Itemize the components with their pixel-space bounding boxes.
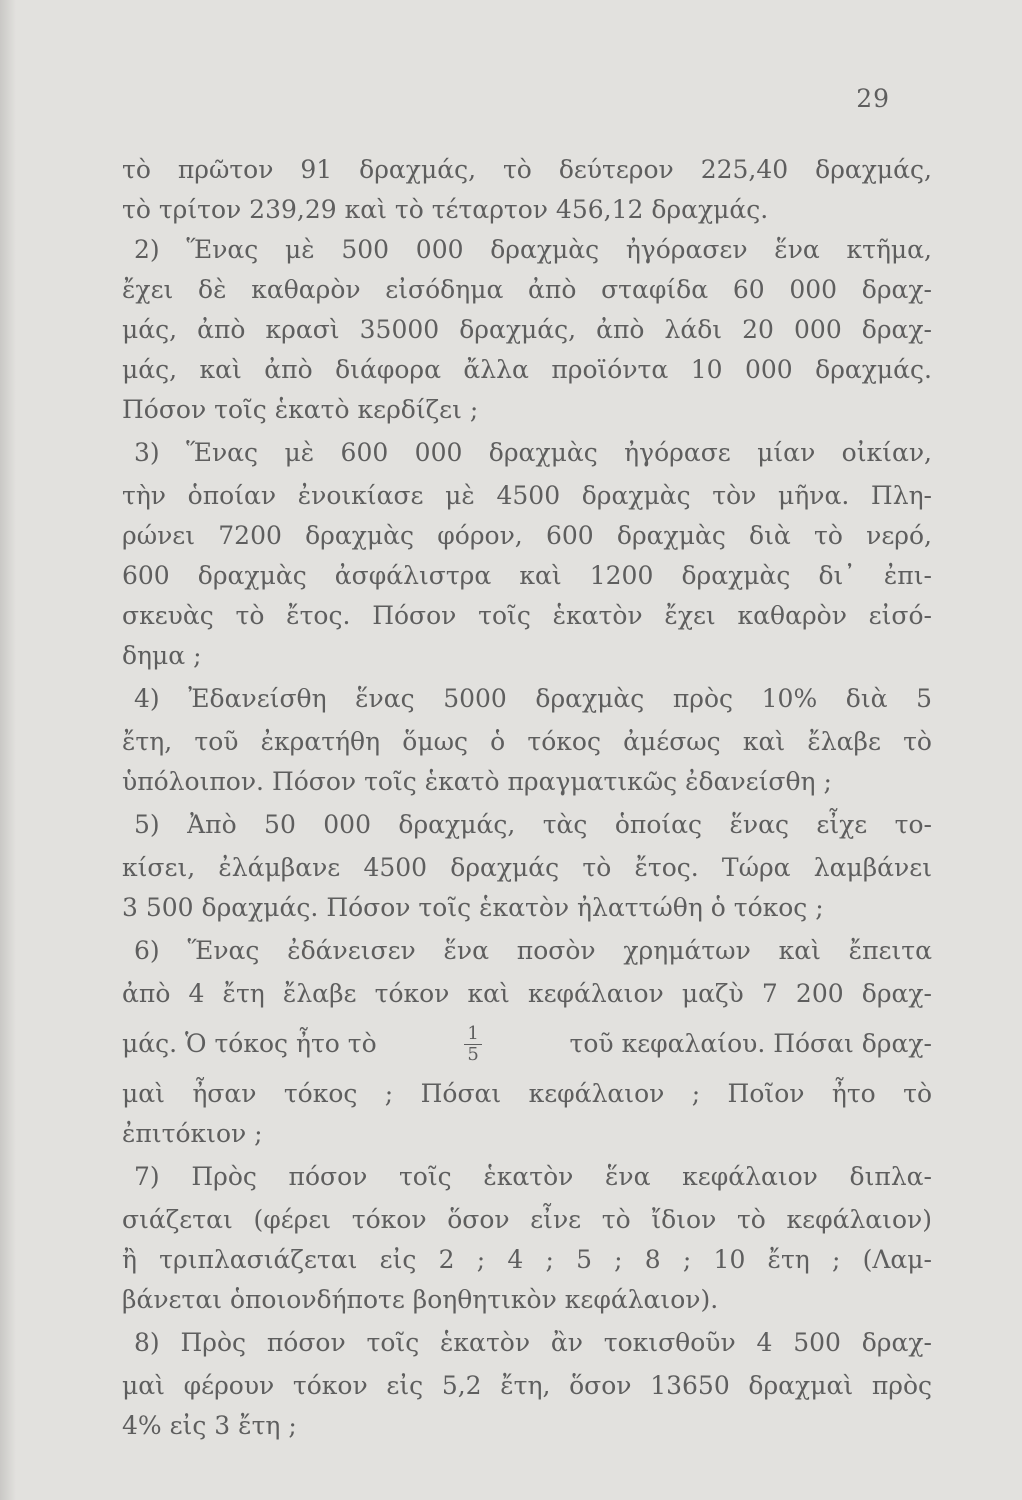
text-line: ἔχει δὲ καθαρὸν εἰσόδημα ἀπὸ σταφίδα 60 000 δραχ- — [122, 275, 932, 304]
text-line: τὴν ὁποίαν ἐνοικίασε μὲ 4500 δραχμὰς τὸν μῆνα. Πλη- — [122, 481, 932, 510]
text-line: ἔτη, τοῦ ἐκρατήθη ὅμως ὁ τόκος ἀμέσως καὶ ἔλαβε τὸ — [122, 727, 932, 756]
text-line: μαὶ ἦσαν τόκος ; Πόσαι κεφάλαιον ; Ποῖον ἦτο τὸ — [122, 1079, 932, 1108]
page-number: 29 — [856, 84, 890, 113]
text-line: ἀπὸ 4 ἔτη ἔλαβε τόκον καὶ κεφάλαιον μαζὺ 7 200 δραχ- — [122, 979, 932, 1008]
text-line: 600 δραχμὰς ἀσφάλιστρα καὶ 1200 δραχμὰς δι᾿ ἐπι- — [122, 561, 932, 590]
text-line: σιάζεται (φέρει τόκον ὅσον εἶνε τὸ ἴδιον τὸ κεφάλαιον) — [122, 1205, 932, 1234]
text-line: τὸ πρῶτον 91 δραχμάς, τὸ δεύτερον 225,40 δραχμάς, — [122, 155, 932, 184]
text-line: ὑπόλοιπον. Πόσον τοῖς ἑκατὸ πραγματικῶς ἐδανείσθη ; — [122, 767, 832, 796]
text-line: 3 500 δραχμάς. Πόσον τοῖς ἑκατὸν ἠλαττώθη ὁ τόκος ; — [122, 893, 824, 922]
text-line: 5) Ἀπὸ 50 000 δραχμάς, τὰς ὁποίας ἕνας εἶχε το- — [134, 810, 932, 839]
text-line: ἢ τριπλασιάζεται εἰς 2 ; 4 ; 5 ; 8 ; 10 ἔτη ; (Λαμ- — [122, 1245, 932, 1274]
text-line: 6) Ἕνας ἐδάνεισεν ἕνα ποσὸν χρημάτων καὶ ἔπειτα — [134, 936, 932, 965]
fraction-numerator: 1 — [464, 1024, 481, 1045]
text-line: σκευὰς τὸ ἔτος. Πόσον τοῖς ἑκατὸν ἔχει καθαρὸν εἰσό- — [122, 601, 932, 630]
fraction-line-after: τοῦ κεφαλαίου. Πόσαι δραχ- — [569, 1029, 932, 1058]
text-line: 3) Ἕνας μὲ 600 000 δραχμὰς ἠγόρασε μίαν οἰκίαν, — [134, 438, 932, 467]
fraction-text-line — [122, 1014, 932, 1074]
text-line: 2) Ἕνας μὲ 500 000 δραχμὰς ἠγόρασεν ἕνα κτῆμα, — [134, 235, 932, 264]
text-line: 4% εἰς 3 ἔτη ; — [122, 1411, 297, 1440]
text-line: μάς, καὶ ἀπὸ διάφορα ἄλλα προϊόντα 10 000 δραχμάς. — [122, 355, 932, 384]
page-body — [122, 150, 932, 1446]
page-shadow-edge — [0, 0, 16, 1500]
text-line: μαὶ φέρουν τόκον εἰς 5,2 ἔτη, ὅσον 13650 δραχμαὶ πρὸς — [122, 1371, 932, 1400]
text-line: 8) Πρὸς πόσον τοῖς ἑκατὸν ἂν τοκισθοῦν 4 500 δραχ- — [134, 1328, 932, 1357]
text-line: τὸ τρίτον 239,29 καὶ τὸ τέταρτον 456,12 δραχμάς. — [122, 195, 769, 224]
text-line: Πόσον τοῖς ἑκατὸ κερδίζει ; — [122, 395, 479, 424]
text-line: κίσει, ἐλάμβανε 4500 δραχμάς τὸ ἔτος. Τώρα λαμβάνει — [122, 853, 932, 882]
text-line: ρώνει 7200 δραχμὰς φόρον, 600 δραχμὰς διὰ τὸ νερό, — [122, 521, 932, 550]
text-line: 7) Πρὸς πόσον τοῖς ἑκατὸν ἕνα κεφάλαιον διπλα- — [134, 1162, 932, 1191]
text-line: ἐπιτόκιον ; — [122, 1119, 263, 1148]
fraction-denominator: 5 — [467, 1043, 479, 1065]
fraction-line-before: μάς. Ὁ τόκος ἦτο τὸ — [122, 1029, 377, 1058]
text-line: δημα ; — [122, 641, 202, 670]
text-line: μάς, ἀπὸ κρασὶ 35000 δραχμάς, ἀπὸ λάδι 20 000 δραχ- — [122, 315, 932, 344]
text-line: 4) Ἐδανείσθη ἕνας 5000 δραχμὰς πρὸς 10% διὰ 5 — [134, 684, 932, 713]
fraction — [464, 1024, 481, 1065]
text-line: βάνεται ὁποιονδήποτε βοηθητικὸν κεφάλαιον). — [122, 1285, 719, 1314]
